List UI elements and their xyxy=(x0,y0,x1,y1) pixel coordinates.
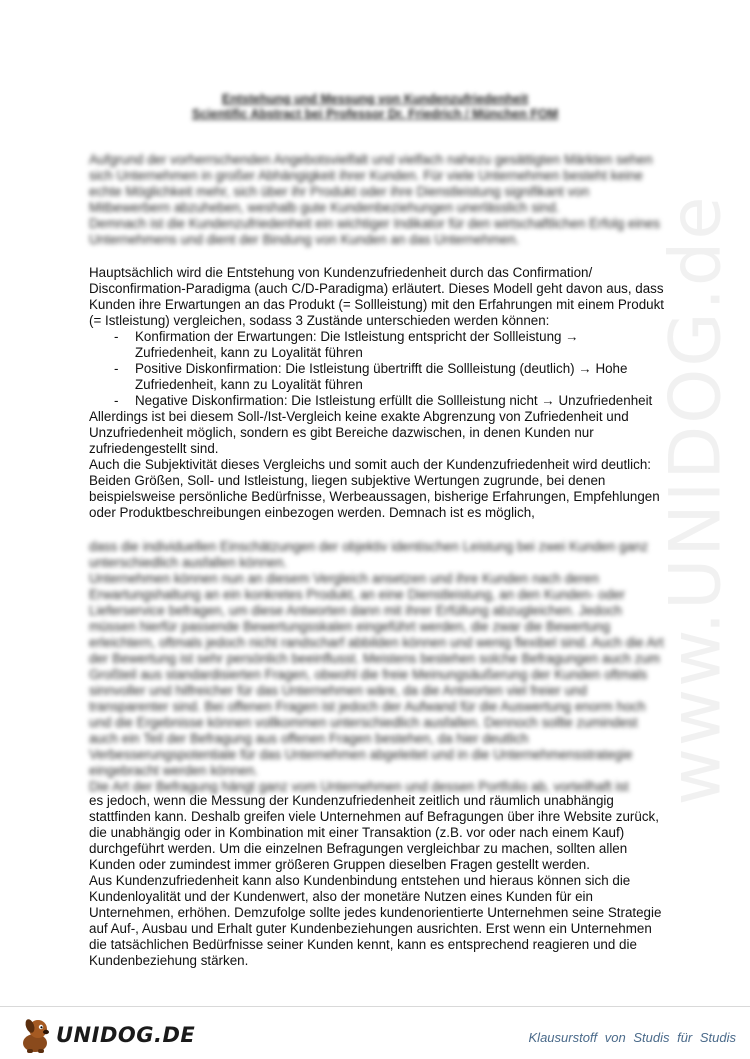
states-list xyxy=(89,329,664,409)
logo-text: UNIDOG.DE xyxy=(56,1023,196,1047)
blurred-paragraph: dass die individuellen Einschätzungen der objektiv identischen Leistung bei zwei Kunden ganz unterschiedlich ausfallen können. xyxy=(89,539,649,570)
watermark-text: www.UNIDOG.de xyxy=(654,194,737,806)
list-item: - Konfirmation der Erwartungen: Die Istleistung entspricht der Sollleistung → Zufriedenheit, kann zu Loyalität führen xyxy=(114,329,579,360)
dog-mascot-icon xyxy=(18,1016,54,1054)
title-line-2: Scientific Abstract bei Professor Dr. Friedrich / München FOM xyxy=(191,107,559,121)
blurred-paragraph: Demnach ist die Kundenzufriedenheit ein wichtiger Indikator für den wirtschaftlichen Erfolg eines Unternehmens und dient der Bindung von Kunden an das Unternehmen. xyxy=(89,216,660,247)
list-item: - Positive Diskonfirmation: Die Istleistung übertrifft die Sollleistung (deutlich) → Hohe Zufriedenheit, kann zu Loyalität führen xyxy=(114,361,628,392)
footer-divider xyxy=(0,1006,750,1007)
blurred-paragraph: Aufgrund der vorherrschenden Angebotsvielfalt und vielfach nahezu gesättigten Märkten sehen sich Unternehmen in großer Abhängigkeit ihrer Kunden. Für viele Unternehmen besteht keine echte Möglichkeit mehr, sich über ihr Produkt oder ihre Dienstleistung signifikant von Mitbewerbern abzuheben, weshalb gute Kundenbeziehungen unerlässlich sind. xyxy=(89,152,653,215)
paragraph-delimitation: Allerdings ist bei diesem Soll-/Ist-Vergleich keine exakte Abgrenzung von Zufriedenheit und Unzufriedenheit möglich, sondern es gibt Bereiche dazwischen, in denen Kunden nur zufriedengestellt sind. xyxy=(89,409,629,456)
blurred-paragraph: Die Art der Befragung hängt ganz vom Unternehmen und dessen Portfolio ab, vorteilhaft ist xyxy=(89,779,629,794)
paragraph-cd-paradigm: Hauptsächlich wird die Entstehung von Kundenzufriedenheit durch das Confirmation/ Disconfirmation-Paradigma (auch C/D-Paradigma) erläutert. Dieses Modell geht davon aus, dass Kunden ihre Erwartungen an das Produkt (= Sollleistung) mit den Erfahrungen mit einem Produkt (= Istleistung) vergleichen, sodass 3 Zustände unterschieden werden können: xyxy=(89,265,664,328)
paragraph-survey: es jedoch, wenn die Messung der Kundenzufriedenheit zeitlich und räumlich unabhängig stattfinden kann. Deshalb greifen viele Unternehmen auf Befragungen über ihre Website zurück, die unabhängig oder in Kombination mit einer Transaktion (z.B. vor oder nach einem Kauf) durchgeführt werden. Um die einzelnen Befragungen vergleichbar zu machen, sollten allen Kunden oder zumindest immer größeren Gruppen dieselben Fragen gestellt werden. xyxy=(89,793,659,872)
blurred-paragraph: Unternehmen können nun an diesem Vergleich ansetzen und ihre Kunden nach deren Erwartungshaltung an ein konkretes Produkt, an eine Dienstleistung, an den Kunden- oder Lieferservice befragen, um diese Antworten dann mit ihrer Erfüllung abzugleichen. Jedoch müssen hierfür passende Bewertungsskalen eingeführt werden, die zwar die Bewertung erleichtern, oftmals jedoch nicht randscharf abbilden können und wenig flexibel sind. Auch die Art der Bewertung ist sehr persönlich beeinflusst. Meistens bestehen solche Befragungen auch zum Großteil aus standardisierten Fragen, obwohl die freie Meinungsäußerung der Kunden oftmals sinnvoller und hilfreicher für das Unternehmen wäre, da die Antworten viel freier und transparenter sind. Bei offenen Fragen ist jedoch der Aufwand für die Auswertung enorm hoch und die Ergebnisse können vollkommen unterschiedlich ausfallen. Dennoch sollte zumindest auch ein Teil der Befragung aus offenen Fragen bestehen, da hier deutlich Verbesserungspotentiale für das Unternehmen abgeleitet und in die Unternehmensstrategie eingebracht werden können. xyxy=(89,571,664,778)
paragraph-conclusion: Aus Kundenzufriedenheit kann also Kundenbindung entstehen und hieraus können sich die Kundenloyalität und der Kundenwert, also der monetäre Nutzen eines Kunden für ein Unternehmen, erhöhen. Demzufolge sollte jedes kundenorientierte Unternehmen seine Strategie auf Auf-, Ausbau und Erhalt guter Kundenbeziehungen ausrichten. Erst wenn ein Unternehmen die tatsächlichen Bedürfnisse seiner Kunden kennt, kann es entsprechend reagieren und die Kundenbeziehung stärken. xyxy=(89,873,662,968)
footer-tagline: Klausurstoff von Studis für Studis xyxy=(528,1030,736,1045)
visible-section-2 xyxy=(89,793,664,969)
title-line-1: Entstehung und Messung von Kundenzufriedenheit xyxy=(221,92,529,106)
blurred-middle-section xyxy=(89,539,664,795)
list-item: - Negative Diskonfirmation: Die Istleistung erfüllt die Sollleistung nicht → Unzufriedenheit xyxy=(114,393,653,408)
visible-section-1 xyxy=(89,265,664,521)
blurred-intro-section xyxy=(89,152,664,248)
paragraph-subjectivity: Auch die Subjektivität dieses Vergleichs und somit auch der Kundenzufriedenheit wird deutlich: Beiden Größen, Soll- und Istleistung, liegen subjektive Wertungen zugrunde, bei denen beispielsweise persönliche Bedürfnisse, Werbeaussagen, bisherige Erfahrungen, Empfehlungen oder Produktbeschreibungen einbezogen werden. Demnach ist es möglich, xyxy=(89,457,660,520)
document-title xyxy=(0,92,750,122)
footer-logo xyxy=(18,1016,195,1054)
